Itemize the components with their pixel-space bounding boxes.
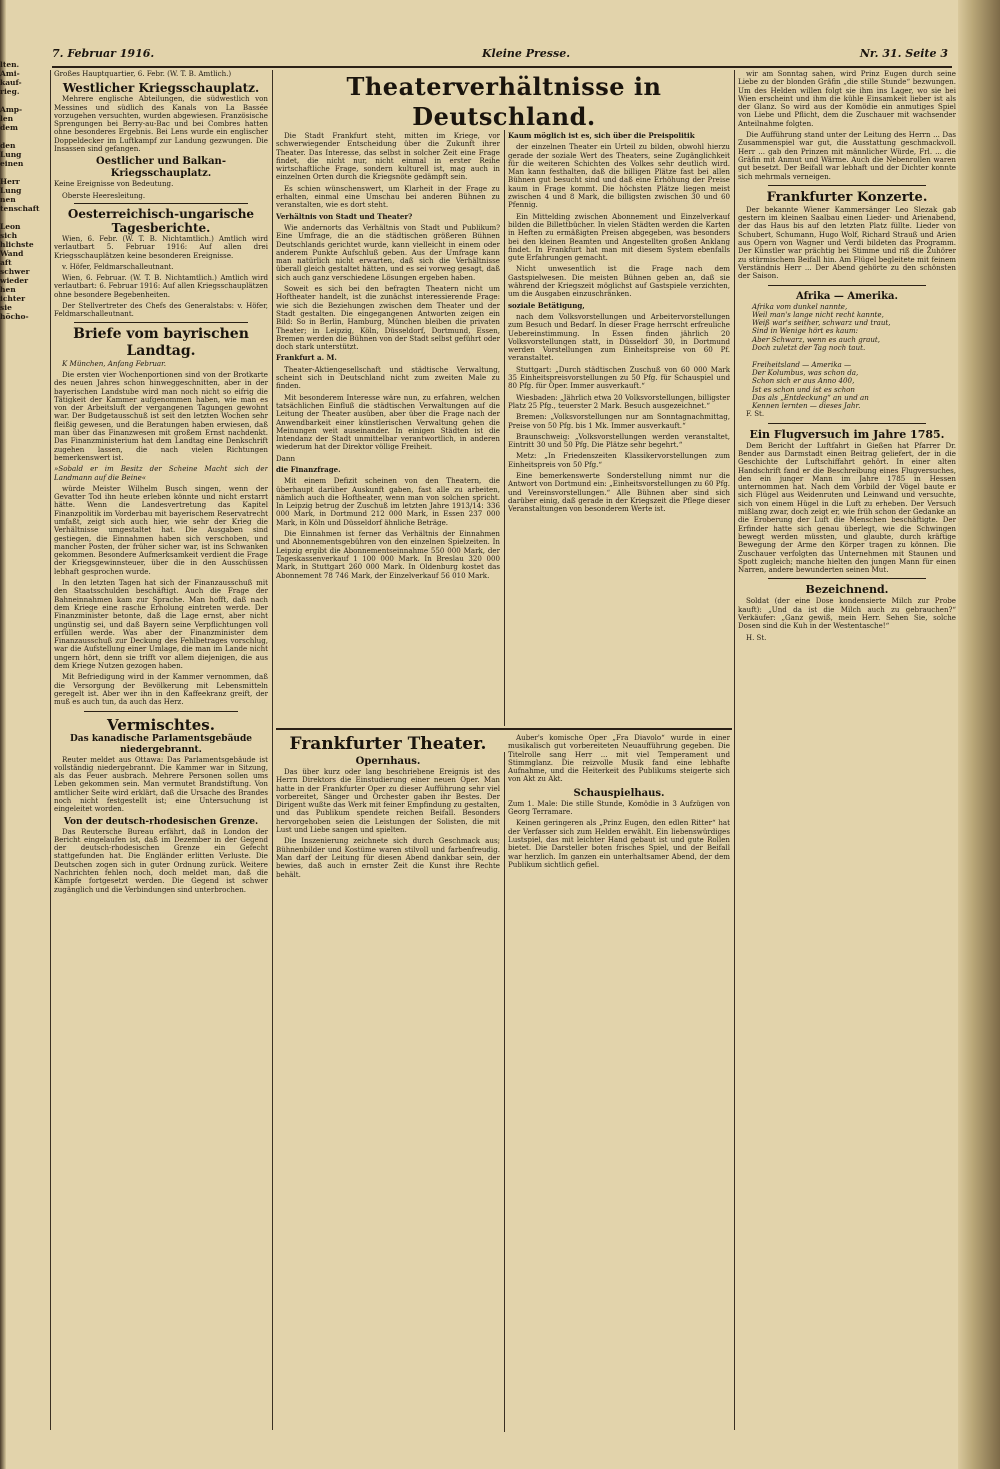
ffm-theater-heading: Frankfurter Theater. (289, 734, 487, 754)
fragment-line (0, 96, 22, 105)
war-report-lead: Großes Hauptquartier, 6. Febr. (W. T. B. Amtlich.) (54, 70, 232, 78)
fragment-line: lten. (0, 60, 20, 69)
fragment-line: wieder (0, 276, 29, 285)
flugversuch-text: Dem Bericht der Luftfahrt in Gießen hat Pfarrer Dr. Bender aus Darmstadt einen Beitrag geliefert, der in die Geschichte der Luftschiffahrt gehört. In einer alten Handschrift fand er die Beschreibung eines Flugversuches, den ein junger Mann im Jahre 1785 in Hessen unternommen hat. Nach dem Vorbild der Vögel baute er sich Flügel aus Weidenruten und Leinwand und versuchte, sich von einem Hügel in die Luft zu erheben. Der Versuch mißlang zwar, doch zeigt er, wie früh schon der Gedanke an die Eroberung der Luft die Menschen beschäftigte. Der Erfinder hatte sich genau überlegt, wie die Schwingen bewegt werden müssten, und glaubte, durch kräftige Bewegung der Arme den Körper tragen zu können. Die Zuschauer verfolgten das Unternehmen mit Staunen und Spott zugleich; manche hielten den jungen Mann für einen Narren, andere bewunderten seinen Mut. (738, 440, 956, 575)
theater-a-sub1: Verhältnis von Stadt und Theater? (276, 211, 413, 221)
theater-a-p3: Wie andernorts das Verhältnis von Stadt und Publikum? Eine Umfrage, die an die städtischen größeren Bühnen Deutschlands gerichtet wurde, kann vielleicht in einem oder anderem Punkte Aufschluß geben. Aus der Umfrage kann man natürlich nicht erwarten, daß sich die Verhältnisse überall gleich gestaltet hätten, und es sei vorweg gesagt, daß sich auch ganz verschiedene Lösungen ergeben haben. (276, 222, 500, 282)
fragment-line: hen (0, 285, 16, 294)
west-heading: Westlicher Kriegsschauplatz. (62, 81, 260, 96)
theater-a-p4: Soweit es sich bei den befragten Theatern nicht um Hoftheater handelt, ist die zunächst interessierende Frage: wie sich die Beziehungen zwischen dem Theater und der Stadt gestalten. Die eingegangenen Antworten zeigen ein Bild: So in Berlin, Hamburg, München bleiben die privaten Theater; in Leipzig, Köln, Düsseldorf, Dortmund, Essen, Bremen werden die Bühnen von der Stadt selbst geführt oder doch stark unterstützt. (276, 284, 500, 352)
theater-b-p7: Bremen: „Volksvorstellungen nur am Sonntagnachmittag, Preise von 50 Pfg. bis 1 Mk. Immer ausverkauft.“ (508, 412, 730, 430)
austria-heading: Oesterreichisch-ungarische Tagesberichte. (67, 206, 255, 235)
schauspielhaus-text: Keinen geringeren als „Prinz Eugen, den edlen Ritter“ hat der Verfasser sich zum Helden erwählt. Ein liebenswürdiges Lustspiel, das mit leichter Hand gebaut ist und gute Rollen bietet. Die Darsteller boten frisches Spiel, und der Beifall war herzlich. Im ganzen ein unterhaltsamer Abend, der dem Publikum sichtlich gefiel. (508, 818, 730, 869)
theater-a-sub2: Frankfurt a. M. (276, 353, 337, 363)
divider (74, 203, 248, 204)
bavaria-text-3: In den letzten Tagen hat sich der Finanzausschuß mit den Staatsschulden beschäftigt. Auch die Frage der Bahneinnahmen kam zur Sprache. Man hofft, daß nach dem Kriege eine rasche Erholung eintreten werde. Der Finanzminister betonte, daß die Lage ernst, aber nicht ungünstig sei, und daß Bayern seine Verpflichtungen voll erfüllen werde. Was aber der Finanzminister dem Finanzausschuß zur Deckung des Fehlbetrages vorschlug, war die Aufstellung einer Umlage, die man im Lande nicht ungern hört, denn sie trifft vor allem diejenigen, die aus dem Kriege Nutzen gezogen haben. (54, 578, 268, 671)
fragment-line: Ami- (0, 69, 20, 78)
austria-signature-2: Der Stellvertreter des Chefs des Generalstabs: v. Höfer, Feldmarschalleutnant. (54, 302, 268, 319)
poem-line: Das als „Entdeckung“ an und an (752, 392, 869, 402)
theater-headline-block (276, 72, 732, 130)
poem-line: Sind in Wenige hört es kaum: (752, 326, 858, 336)
fragment-line (0, 132, 22, 141)
poem-line: Kennen lernten — dieses Jahr. (752, 401, 861, 411)
bavaria-heading: Briefe vom bayrischen Landtag. (73, 325, 249, 359)
bavaria-text-4: Mit Befriedigung wird in der Kammer vernommen, daß die Versorgung der Bevölkerung mit Lebensmitteln geregelt ist. Aber wer ihn in den Kaffeekranz greift, der muß es auch tun, da auch das Herz. (54, 672, 268, 707)
column-rule (504, 752, 505, 1432)
poem-line: Ist es schon und ist es schon (752, 384, 855, 394)
theater-b-sub1: Kaum möglich ist es, sich über die Preispolitik (508, 132, 695, 140)
opera-text-a: Das über kurz oder lang beschriebene Ereignis ist des Herrn Direktors die Einstudierung einer neuen Oper. Man hatte in der Frankfurter Oper zu dieser Aufführung sehr viel vorbereitet, Sänger und Orchester gaben ihr Bestes. Der Dirigent wußte das Werk mit feiner Empfindung zu gestalten, und das Publikum spendete reichen Beifall. Besonders hervorgehoben seien die Leistungen der Solisten, die mit Lust und Liebe sangen und spielten. (276, 767, 500, 835)
konzerte-text: Der bekannte Wiener Kammersänger Leo Slezak gab gestern im kleinen Saalbau einen Lieder- und Arienabend, der das Haus bis auf den letzten Platz füllte. Lieder von Schubert, Schumann, Hugo Wolf, Richard Strauß und Arien aus Opern von Wagner und Verdi bildeten das Programm. Der Künstler war prächtig bei Stimme und riß die Zuhörer zu stürmischem Beifall hin. Am Flügel begleitete mit feinem Verständnis Herr ... Der Abend gehörte zu den schönsten der Saison. (738, 204, 956, 281)
fragment-line: len (0, 114, 14, 123)
opera-heading: Opernhaus. (355, 756, 421, 767)
fragment-line: ichter (0, 294, 26, 303)
fragment-line: hlichste (0, 240, 34, 249)
flugversuch-heading: Ein Flugversuch im Jahre 1785. (749, 427, 945, 441)
column-rule (50, 70, 51, 1430)
fragment-line: einen (0, 159, 24, 168)
poem-line: Afrika vom dunkel nannte, (752, 301, 848, 311)
theater-b-p2: Ein Mittelding zwischen Abonnement und Einzelverkauf bilden die Billettbücher. In vielen Städten werden die Karten in Heften zu ermäßigten Preisen abgegeben, was besonders bei den kleinen Beamten und Angestellten großen Anklang findet. In Frankfurt hat man mit diesem System ebenfalls gute Erfahrungen gemacht. (508, 211, 730, 263)
column-1 (54, 70, 268, 1430)
divider (74, 322, 248, 323)
column-4 (738, 70, 956, 1430)
west-text: Mehrere englische Abteilungen, die südwestlich von Messines und südlich des Kanals von La Bassée vorzugehen versuchten, wurden abgewiesen. Französische Sprengungen bei Berry-au-Bac und bei Combres hatten ohne besonderes Ergebnis. Bei Lens wurde ein englischer Doppeldecker im Luftkampf zur Landung gezwungen. Die Insassen sind gefangen. (54, 94, 268, 154)
fragment-line: Lung (0, 150, 22, 159)
fragment-line: kauf- (0, 78, 22, 87)
theater-column-b (508, 132, 730, 724)
theater-a-p1: Die Stadt Frankfurt steht, mitten im Kriege, vor schwerwiegender Entscheidung über die Zukunft ihrer Theater. Das Interesse, das selbst in solcher Zeit eine Frage findet, die nicht nur, nicht einmal in erster Reihe wirtschaftliche Frage, sondern kulturell ist, mag auch in einzelnen Orten durch die Kriegsnöte gedämpft sein. (276, 132, 500, 182)
left-margin-fragment (0, 60, 40, 321)
theater-a-p2: Es schien wünschenswert, um Klarheit in der Frage zu erhalten, einmal eine Umschau bei anderen Bühnen zu veranstalten, wie es dort steht. (276, 183, 500, 210)
fragment-line: Amp- (0, 105, 23, 114)
canada-text: Reuter meldet aus Ottawa: Das Parlamentsgebäude ist vollständig niedergebrannt. Die Kammer war in Sitzung, als das Feuer ausbrach. Mehrere Personen sollen ums Leben gekommen sein. Man vermutet Brandstiftung. Von amtlicher Seite wird erklärt, daß die Ursache des Brandes noch nicht festgestellt ist; eine Untersuchung ist eingeleitet worden. (54, 754, 268, 814)
col4-opener-2: Die Aufführung stand unter der Leitung des Herrn ... Das Zusammenspiel war gut, die Ausstattung geschmackvoll. Herr ... gab den Prinzen mit männlicher Würde, Frl. ... die Gräfin mit Anmut und Wärme. Auch die Nebenrollen waren gut besetzt. Der Beifall war lebhaft und der Dichter konnte sich mehrmals verneigen. (738, 130, 956, 181)
fragment-line: sie (0, 303, 12, 312)
bavaria-dateline: K München, Anfang Februar. (62, 358, 167, 368)
theater-b-p3: Nicht unwesentlich ist die Frage nach dem Gastspielwesen. Die meisten Bühnen geben an, daß sie während der Kriegszeit möglichst auf Gastspiele verzichten, um die Ausgaben einzuschränken. (508, 264, 730, 299)
theater-b-p1: der einzelnen Theater ein Urteil zu bilden, obwohl hierzu gerade der soziale Wert des Theaters, seine Zugänglichkeit für die weiteren Schichten des Volkes sehr deutlich wird. Man kann festhalten, daß die billigen Plätze fast bei allen Bühnen gut besucht sind und daß eine Erhöhung der Preise kaum in Frage kommt. Die höchsten Plätze liegen meist zwischen 4 und 8 Mark, die billigsten zwischen 30 und 60 Pfennig. (508, 142, 730, 210)
header-date: 7. Februar 1916. (52, 47, 155, 60)
poem-line: Weil man's lange nicht recht kannte, (752, 309, 884, 319)
theater-a-sub4: die Finanzfrage. (276, 464, 341, 474)
canada-heading: Das kanadische Parlamentsgebäude niedergebrannt. (69, 733, 252, 755)
ffm-theater-column-a (276, 734, 500, 1430)
opera-text-b: Die Inszenierung zeichnete sich durch Geschmack aus; Bühnenbilder und Kostüme waren stilvoll und farbenfreudig. Man darf der Leitung für diesen Abend dankbar sein, der bewies, daß auch in ernster Zeit die Kunst ihre Rechte behält. (276, 836, 500, 879)
theater-a-sub3: Dann (276, 453, 296, 463)
theater-b-p8: Braunschweig: „Volksvorstellungen werden veranstaltet, Eintritt 30 und 50 Pfg. Die Plätze sehr begehrt.“ (508, 431, 730, 450)
opera-text-c: Auber's komische Oper „Fra Diavolo“ wurde in einer musikalisch gut vorbereiteten Neuaufführung gegeben. Die Titelrolle sang Herr ... mit viel Temperament und Stimmglanz. Die reizvolle Musik fand eine lebhafte Aufnahme, und die Heiterkeit des Publikums steigerte sich von Akt zu Akt. (508, 734, 730, 784)
col4-opener: wir am Sonntag sahen, wird Prinz Eugen durch seine Liebe zu der blonden Gräfin „die stille Stunde“ bezwungen. Um des Helden willen folgt sie ihm ins Lager, wo sie bei Wien erscheint und ihm die kühle Einsamkeit lieber ist als der Glanz. So wird aus der Komödie ein anmutiges Spiel von Liebe und Pflicht, dem die Zuschauer mit wachsender Anteilnahme folgten. (738, 70, 956, 128)
page-header (52, 44, 952, 68)
divider (768, 285, 926, 286)
fragment-line: sich (0, 231, 18, 240)
east-text: Keine Ereignisse von Bedeutung. (54, 179, 174, 189)
divider (768, 185, 926, 186)
austria-text-2: Wien, 6. Februar. (W. T. B. Nichtamtlich.) Amtlich wird verlautbart: 6. Februar 1916: Auf allen Kriegsschauplätzen ohne besondere Begebenheiten. (54, 273, 268, 299)
fragment-line: den (0, 141, 16, 150)
theater-b-p4: nach dem Volksvorstellungen und Arbeitervorstellungen zum Besuch und Bedarf. In dieser Frage herrscht erfreuliche Uebereinstimmung. In Essen finden jährlich 20 Volksvorstellungen statt, in Düsseldorf 30, in Dortmund werden Vorstellungen zum Einheitspreise von 60 Pf. veranstaltet. (508, 311, 730, 363)
bavaria-quote: »Sobald er im Besitz der Scheine Macht sich der Landmann auf die Beine« (54, 464, 268, 482)
poem-line: Aber Schwarz, wenn es auch graut, (752, 334, 881, 344)
poem-heading: Afrika — Amerika. (796, 290, 898, 302)
ffm-theater-column-b (508, 734, 730, 1430)
theater-b-p10: Eine bemerkenswerte Sonderstellung nimmt nur die Antwort von Dortmund ein: „Einheitsvorstellungen zu 60 Pfg. und Vereinsvorstellungen.“ Alle Bühnen aber sind sich darüber einig, daß gerade in der Kriegszeit die Pflege dieser Veranstaltungen von besonderem Werte ist. (508, 470, 730, 514)
header-page-number: Nr. 31. Seite 3 (859, 47, 948, 60)
column-rule (734, 70, 735, 1430)
theater-b-p9: Metz: „In Friedenszeiten Klassikervorstellungen zum Einheitspreis von 50 Pfg.“ (508, 451, 730, 469)
theater-a-p8: Die Einnahmen ist ferner das Verhältnis der Einnahmen und Abonnementsgebühren von den einzelnen Spielzeiten. In Leipzig ergibt die Abonnementseinnahme 550 000 Mark, der Tageskassenverkauf 1 100 000 Mark. In Breslau 320 000 Mark, in Stuttgart 260 000 Mark. In Oldenburg kostet das Abonnement 78 746 Mark, der Einzelverkauf 56 010 Mark. (276, 529, 500, 580)
fragment-line: nen (0, 195, 16, 204)
east-heading: Oestlicher und Balkan-Kriegsschauplatz. (96, 156, 226, 180)
fragment-line: tenschaft (0, 204, 40, 213)
poem-line: Weiß war's seither, schwarz und traut, (752, 318, 891, 328)
bezeichnend-signature: H. St. (746, 633, 767, 642)
theater-b-p5: Stuttgart: „Durch städtischen Zuschuß von 60 000 Mark 35 Einheitspreisvorstellungen zu 50 Pfg. für Schauspiel und 80 Pfg. für Oper. Immer ausverkauft.“ (508, 364, 730, 391)
fragment-line: Lung (0, 186, 22, 195)
theater-b-sub2: soziale Betätigung, (508, 300, 585, 310)
poem-line: Der Kolumbus, was schon da, (752, 367, 859, 377)
poem-body (738, 303, 956, 411)
poem-line: Doch zuletzt der Tag noch taut. (752, 343, 866, 353)
rhodesia-text: Das Reutersche Bureau erfährt, daß in London der Bericht eingelaufen ist, daß im Dezember in der Gegend der deutsch-rhodesischen Grenze ein Gefecht stattgefunden hat. Die Engländer erlitten Verluste. Die Deutschen zogen sich in guter Ordnung zurück. Weitere Nachrichten fehlen noch, doch meldet man, daß die Kämpfe fortgesetzt werden. Die Gegend ist schwer zugänglich und die Verbindungen sind unterbrochen. (54, 826, 268, 894)
fragment-line: schwer (0, 267, 30, 276)
fragment-line: aft (0, 258, 12, 267)
theater-b-p6: Wiesbaden: „Jährlich etwa 20 Volksvorstellungen, billigster Platz 25 Pfg., teuerster 2 Mark. Besuch ausgezeichnet.“ (508, 392, 730, 410)
column-rule (504, 130, 505, 726)
bavaria-text-2: würde Meister Wilhelm Busch singen, wenn der Gevatter Tod ihn heute erleben könnte und nicht erstarrt hätte. Wenn die Landesvertretung das Kapitel Finanzpolitik im Vorderbau mit bayerischem Reservatrecht umfaßt, zeigt sich auch hier, wie sehr der Krieg die Verhältnisse umgestaltet hat. Die Ausgaben sind gestiegen, die Einnahmen haben sich verschoben, und mancher Posten, der früher sicher war, ist ins Schwanken gekommen. Besondere Aufmerksamkeit verdient die Frage der Kriegsgewinnsteuer, über die in den Ausschüssen lebhaft gesprochen wurde. (54, 483, 268, 576)
header-paper-name: Kleine Presse. (482, 47, 571, 60)
page-edge-right (958, 0, 1000, 1469)
theater-headline: Theaterverhältnisse in Deutschland. (346, 72, 662, 130)
fragment-line (0, 168, 22, 177)
divider (84, 711, 238, 712)
poem-line: Schon sich er aus Anno 400, (752, 376, 855, 386)
fragment-line: höcho- (0, 312, 29, 321)
austria-signature: v. Höfer, Feldmarschalleutnant. (62, 262, 174, 271)
vermischtes-heading: Vermischtes. (107, 715, 215, 734)
austria-text: Wien, 6. Febr. (W. T. B. Nichtamtlich.) Amtlich wird verlautbart 5. Februar 1916: Auf allen drei Kriegsschauplätzen keine besonderen Ereignisse. (54, 233, 268, 260)
fragment-line: Wand (0, 249, 24, 258)
fragment-line: rieg. (0, 87, 20, 96)
rhodesia-heading: Von der deutsch-rhodesischen Grenze. (63, 816, 259, 827)
bezeichnend-text: Soldat (der eine Dose kondensierte Milch zur Probe kauft): „Und da ist die Milch auch zu gebrauchen?“ Verkäufer: „Ganz gewiß, mein Herr. Sehen Sie, solche Dosen sind die Kuh in der Westentasche!“ (738, 596, 956, 631)
bezeichnend-heading: Bezeichnend. (805, 583, 889, 597)
fragment-line: Leon (0, 222, 21, 231)
konzerte-heading: Frankfurter Konzerte. (766, 189, 928, 205)
fragment-line: dem (0, 123, 18, 132)
theater-a-p7: Mit einem Defizit scheinen von den Theatern, die überhaupt darüber Auskunft gaben, fast alle zu arbeiten, nämlich auch die Hoftheater, wenn man von solchen spricht. In Leipzig betrug der Zuschuß im letzten Jahre 1913/14: 336 000 Mark, in Dortmund 212 000 Mark, in Essen 237 000 Mark, in Köln und Düsseldorf ähnliche Beträge. (276, 476, 500, 527)
schauspielhaus-lead: Zum 1. Male: Die stille Stunde, Komödie in 3 Aufzügen von Georg Terramare. (508, 798, 730, 817)
section-rule (276, 728, 732, 730)
oberste-heeresleitung: Oberste Heeresleitung. (62, 191, 146, 200)
schauspielhaus-heading: Schauspielhaus. (573, 787, 665, 799)
column-rule (272, 70, 273, 1430)
divider (768, 578, 926, 579)
theater-a-p5: Theater-Aktiengesellschaft und städtische Verwaltung, scheint sich in Deutschland nicht zum zweiten Male zu finden. (276, 364, 500, 391)
fragment-line: Herr (0, 177, 20, 186)
poem-signature: F. St. (746, 410, 765, 419)
theater-a-p6: Mit besonderem Interesse wäre nun, zu erfahren, welchen tatsächlichen Einfluß die städtischen Verwaltungen auf die Leitung der Theater ausüben, aber über die Frage nach der Anwendbarkeit einer künstlerischen Verwaltung gehen die Meinungen weit auseinander. In einigen Städten ist die Intendanz der Stadt unmittelbar verantwortlich, in anderen wiederum hat der Direktor völlige Freiheit. (276, 392, 500, 452)
poem-line: Freiheitsland — Amerika — (752, 359, 852, 369)
divider (768, 423, 926, 424)
fragment-line (0, 213, 22, 222)
theater-column-a (276, 132, 500, 724)
bavaria-text: Die ersten vier Wochenportionen sind von der Brotkarte des neuen Jahres schon hinweggeschnitten, aber in der bayerischen Landstube wird man noch nicht so eifrig die Tätigkeit der Kammer aufgenommen haben, wie man es von der Arbeitsluft der vergangenen Tagungen gewohnt war. Der Budgetausschuß ist seit den letzten Wochen sehr fleißig gewesen, und die Beratungen haben erwiesen, daß man über das Finanzwesen mit großem Ernst nachdenkt. Das Finanzministerium hat dem Landtag eine Denkschrift zugehen lassen, die nach vielen Richtungen bemerkenswert ist. (54, 369, 268, 462)
